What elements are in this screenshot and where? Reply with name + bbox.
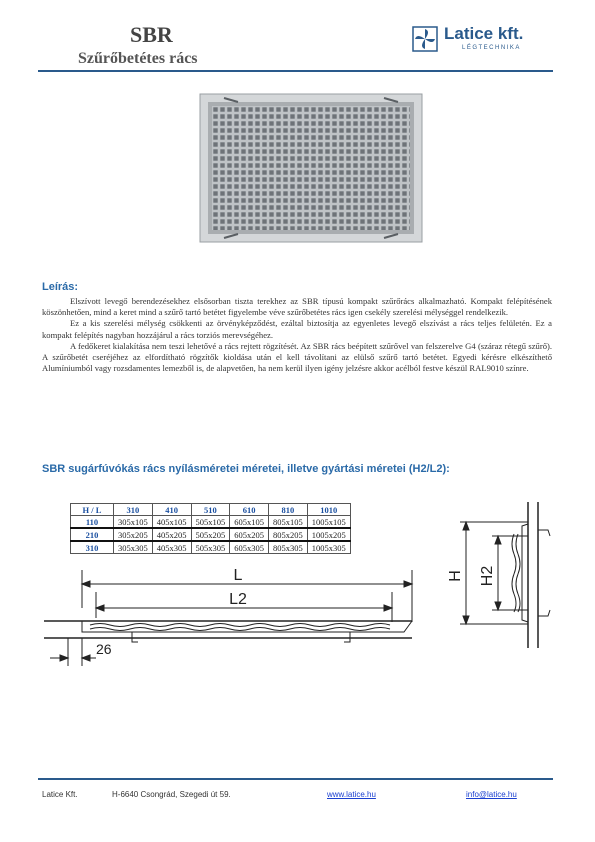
dimension-h-label: H	[447, 570, 464, 582]
table-header-row	[71, 504, 351, 516]
page-title: SBR	[130, 22, 173, 47]
column-header: 1010	[307, 504, 350, 516]
row-header: 310	[71, 541, 114, 554]
column-header: 810	[269, 504, 308, 516]
table-cell: 1005x105	[307, 516, 350, 529]
table-cell: 305x105	[114, 516, 153, 529]
column-header: 410	[152, 504, 191, 516]
table-cell: 805x305	[269, 541, 308, 554]
table-cell: 605x305	[230, 541, 269, 554]
column-header: 510	[191, 504, 230, 516]
table-cell: 1005x305	[307, 541, 350, 554]
table-row	[71, 528, 351, 541]
grille-product-image	[198, 92, 424, 244]
table-cell: 505x105	[191, 516, 230, 529]
logo-tagline: LÉGTECHNIKA	[462, 45, 521, 51]
header-divider	[38, 70, 553, 72]
row-header: 210	[71, 528, 114, 541]
side-section-drawing	[440, 500, 560, 650]
logo-company-name: Latice kft.	[444, 24, 524, 43]
table-cell: 305x305	[114, 541, 153, 554]
table-cell: 1005x205	[307, 528, 350, 541]
size-table-heading: SBR sugárfúvókás rács nyílásméretei méretei, illetve gyártási méretei (H2/L2):	[42, 463, 450, 475]
description-paragraph: Ez a kis szerelési mélység csökkenti az örvényképződést, ezáltal biztosítja az egyenletes levegő elszívást a rács teljes felületén. Ez a kompakt felépítés nagyban hozzájárul a rács torziós merevségéhez.	[42, 318, 552, 340]
footer-website-link[interactable]: www.latice.hu	[327, 790, 376, 799]
table-cell: 505x305	[191, 541, 230, 554]
company-logo	[412, 26, 552, 60]
table-cell: 505x205	[191, 528, 230, 541]
table-row	[71, 516, 351, 529]
page-subtitle: Szűrőbetétes rács	[78, 50, 198, 67]
description-paragraph: Elszívott levegő berendezésekhez elsősorban tiszta terekhez az SBR típusú kompakt szűrőrács alkalmazható. Kompakt felépítésének köszönhetően, mind a keret mind a szűrő tartó betétet figyelembe véve szűrőbetétes rács igen csekély szerelési mélységgel rendelkezik.	[42, 296, 552, 318]
dimension-h2-label: H2	[479, 565, 496, 587]
table-cell: 405x305	[152, 541, 191, 554]
footer-divider	[38, 778, 553, 780]
table-corner-header: H / L	[71, 504, 114, 516]
dimension-l-label: L	[233, 567, 243, 584]
front-section-drawing	[40, 562, 420, 672]
table-row	[71, 541, 351, 554]
table-cell: 805x105	[269, 516, 308, 529]
description-heading: Leírás:	[42, 281, 79, 293]
footer-address: H-6640 Csongrád, Szegedi út 59.	[112, 790, 231, 799]
footer-email-link[interactable]: info@latice.hu	[466, 790, 517, 799]
description-body	[42, 296, 552, 374]
size-table	[70, 503, 351, 554]
dimension-depth-label: 26	[96, 641, 112, 657]
fan-logo-icon	[412, 26, 438, 52]
table-cell: 605x105	[230, 516, 269, 529]
description-paragraph: A fedőkeret kialakítása nem teszi lehetővé a rács rejtett rögzítését. Az SBR rács beépített szűrővel van felszerelve G4 (száraz rétegű szűrő). A szűrőbetét cseréjéhez az elfordítható rögzítők kioldása után el kell távolítani az elülső szűrő tartó betétet. Egyedi kérésre elkészíthető Alumíniumból vagy rozsdamentes lemezből is, de alapvetően, ha nem kerül ilyen igény jelzésre akkor acélból festve készül RAL9010 színre.	[42, 340, 552, 374]
table-cell: 805x205	[269, 528, 308, 541]
row-header: 110	[71, 516, 114, 529]
table-cell: 605x205	[230, 528, 269, 541]
column-header: 610	[230, 504, 269, 516]
footer-company: Latice Kft.	[42, 790, 78, 799]
table-cell: 405x205	[152, 528, 191, 541]
table-cell: 405x105	[152, 516, 191, 529]
dimension-l2-label: L2	[229, 591, 247, 608]
column-header: 310	[114, 504, 153, 516]
table-cell: 305x205	[114, 528, 153, 541]
